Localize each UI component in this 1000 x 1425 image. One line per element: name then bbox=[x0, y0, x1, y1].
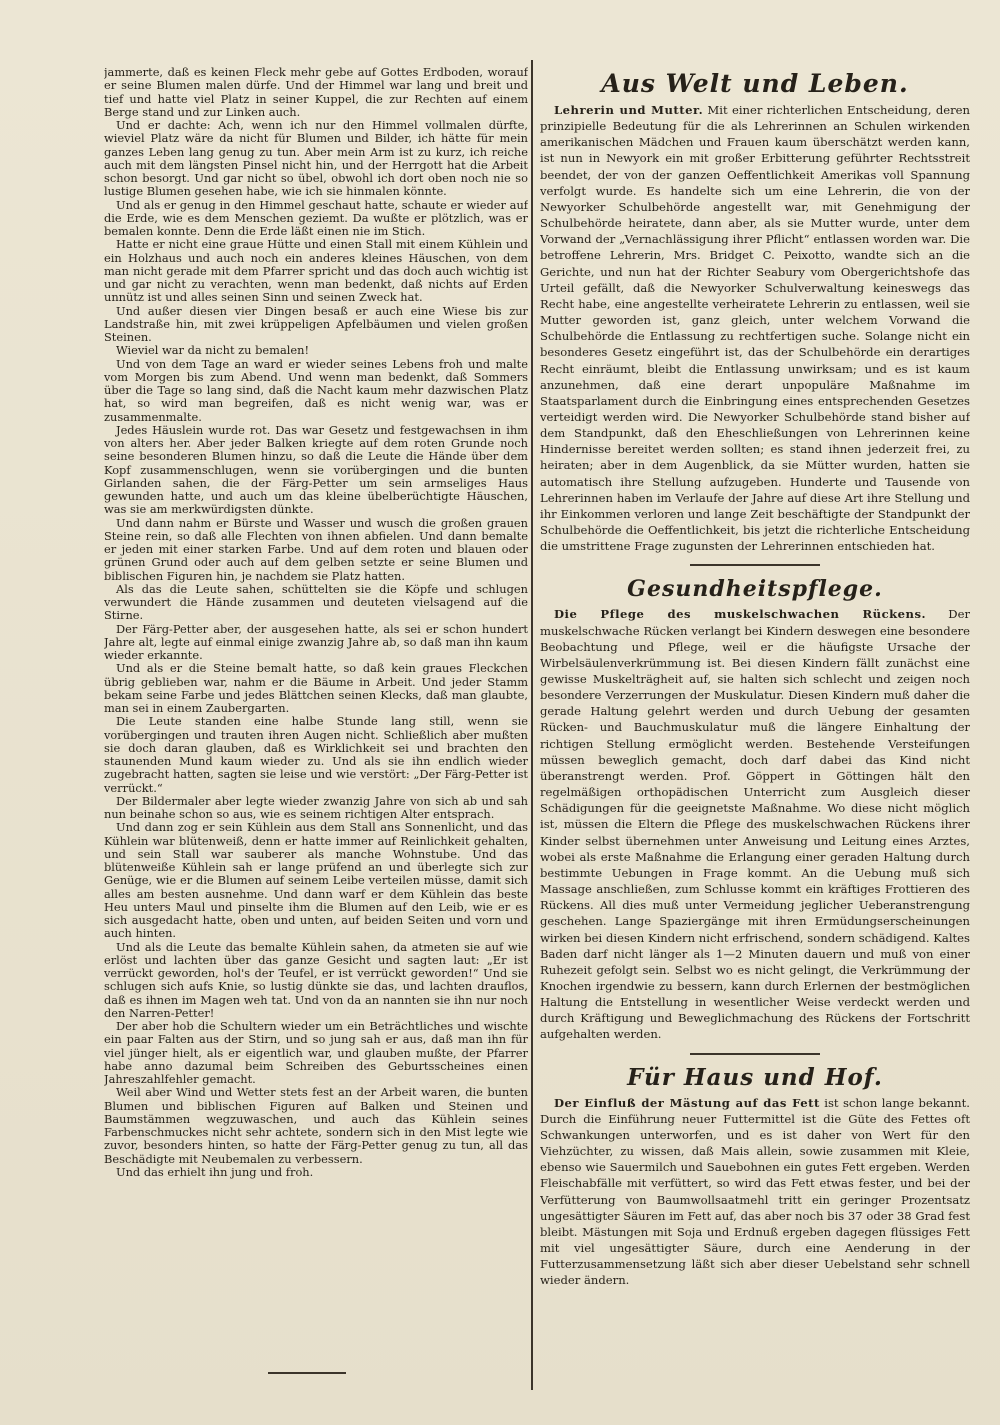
story-paragraph: Wieviel war da nicht zu bemalen! bbox=[116, 343, 310, 358]
story-column bbox=[104, 66, 528, 1386]
story-paragraph: Als das die Leute sahen, schüttelten sie die Köpfe und schlugen verwundert die Hände zusammen und deuteten vielsagend auf die Stirne. bbox=[104, 581, 528, 623]
story-paragraph: Und als er die Steine bemalt hatte, so daß kein graues Fleckchen übrig geblieben war, nahm er die Bäume in Arbeit. Und jeder Stamm bekam seine Farbe und jedes Blättchen seinen Klecks, daß man glaubte, man sei in einem Zaubergarten. bbox=[104, 661, 528, 715]
story-paragraph: Hatte er nicht eine graue Hütte und einen Stall mit einem Kühlein und ein Holzhaus und auch noch ein anderes kleines Häuschen, von dem man nicht gerade mit dem Pfarrer spricht und das doch auch wichtig ist und gar nicht zu verachten, wenn man bedenkt, daß nichts auf Erden unnütz ist und alles seinen Sinn und seinen Zweck hat. bbox=[104, 237, 528, 305]
story-paragraph: Und dann nahm er Bürste und Wasser und wusch die großen grauen Steine rein, so daß alle Flechten von ihnen abfielen. Und dann bemalte er jeden mit einer starken Farbe. Und auf dem roten und blauen oder grünen Grund oder auch auf dem gelben setzte er seine Blumen und biblischen Figuren hin, je nachdem sie Platz hatten. bbox=[104, 515, 528, 583]
section-divider bbox=[690, 564, 820, 566]
section-article bbox=[540, 102, 970, 554]
article-body: ist schon lange bekannt. Durch die Einführung neuer Futtermittel ist die Güte des Fettes oft Schwankungen unterworfen, und es ist daher von Wert für den Viehzüchter, zu wissen, daß Mais allein, sowie zusammen mit Kleie, ebenso wie Sauermilch und Sauebohnen ein gutes Fett ergeben. Werden Fleischabfälle mit verfüttert, so wird das Fett etwas fester, und bei der Verfütterung von Baumwollsaatmehl tritt ein geringer Prozentsatz ungesättigter Säuren im Fett auf, das aber noch bis 37 oder 38 Grad fest bleibt. Mästungen mit Soja und Erdnuß ergeben dagegen flüssiges Fett mit viel ungesättigter Säure, durch eine Aenderung in der Futterzusammensetzung läßt sich aber dieser Uebelstand sehr schnell wieder ändern. bbox=[540, 1095, 970, 1288]
section-divider bbox=[690, 1053, 820, 1055]
article-body: Der muskelschwache Rücken verlangt bei Kindern deswegen eine besondere Beobachtung und Pflege, weil er die häufigste Ursache der Wirbelsäulenverkrümmung ist. Bei diesen Kindern fällt zunächst eine gewisse Muskelträgheit auf, sie halten sich schlecht und zeigen noch besondere Verzerrungen der Muskulatur. Diesen Kindern muß daher die gerade Haltung gelehrt werden und durch Uebung der gesamten Rücken- und Bauchmuskulatur muß die längere Einhaltung der richtigen Stellung ermöglicht werden. Bestehende Versteifungen müssen beweglich gemacht, doch darf dabei das Kind nicht überanstrengt werden. Prof. Göppert in Göttingen hält den regelmäßigen orthopädischen Unterricht zum Ausgleich dieser Schädigungen für die geeignetste Maßnahme. Wo diese nicht möglich ist, müssen die Eltern die Pflege des muskelschwachen Rückens ihrer Kinder selbst übernehmen unter Anweisung und Leitung eines Arztes, wobei als erste Maßnahme die Erlangung einer geraden Haltung durch bestimmte Uebungen in Frage kommt. An die Uebung muß sich Massage anschließen, zum Schlusse kommt ein kräftiges Frottieren des Rückens. All dies muß unter Vermeidung jeglicher Ueberanstrengung geschehen. Lange Spaziergänge mit ihren Ermüdungserscheinungen wirken bei diesen Kindern nicht erfrischend, sondern schädigend. Kaltes Baden darf nicht länger als 1—2 Minuten dauern und muß von einer Ruhezeit gefolgt sein. Selbst wo es nicht gelingt, die Verkrümmung der Knochen irgendwie zu bessern, kann durch Erlernen der bestmöglichen Haltung die Entstellung in wesentlicher Weise verdeckt werden und durch Kräftigung und Beweglichmachung des Rückens der Fortschritt aufgehalten werden. bbox=[540, 607, 970, 1042]
story-paragraph: Die Leute standen eine halbe Stunde lang still, wenn sie vorübergingen und trauten ihren Augen nicht. Schließlich aber mußten sie doch daran glauben, daß es Wirklichkeit sei und brachten den staunenden Mund kaum wieder zu. Und als sie ihn endlich wieder zugebracht hatten, sagten sie leise und wie verstört: „Der Färg-Petter ist verrückt.“ bbox=[104, 714, 528, 795]
story-paragraph: Und von dem Tage an ward er wieder seines Lebens froh und malte vom Morgen bis zum Abend. Und wenn man bedenkt, daß Sommers über die Tage so lang sind, daß die Nacht kaum mehr dazwischen Platz hat, so wird man begreifen, daß es nicht wenig war, was er zusammenmalte. bbox=[104, 356, 528, 424]
story-paragraph: Und als er genug in den Himmel geschaut hatte, schaute er wieder auf die Erde, wie es dem Menschen geziemt. Da wußte er plötzlich, was er bemalen konnte. Denn die Erde läßt einen nie im Stich. bbox=[104, 197, 528, 238]
story-paragraph: Der Bildermaler aber legte wieder zwanzig Jahre von sich ab und sah nun beinahe schon so aus, wie es seinem richtigen Alter entsprach. bbox=[104, 793, 528, 821]
end-of-story-rule bbox=[268, 1372, 346, 1374]
section-article bbox=[540, 606, 970, 1042]
story-paragraph: Weil aber Wind und Wetter stets fest an der Arbeit waren, die bunten Blumen und biblischen Figuren auf Balken und Steinen und Baumstämmen wegzuwaschen, und auch das Kühlein seines Farbenschmuckes nicht sehr achtete, sondern sich in den Mist legte wie zuvor, besonders hinten, so hatte der Färg-Petter genug zu tun, all das Beschädigte mit Neubemalen zu verbessern. bbox=[104, 1085, 528, 1166]
story-paragraph: Und er dachte: Ach, wenn ich nur den Himmel vollmalen dürfte, wieviel Platz wäre da nicht für Blumen und Bilder, ich hätte für mein ganzes Leben lang genug zu tun. Aber mein Arm ist zu kurz, ich reiche auch mit dem längsten Pinsel nicht hin, und der Herrgott hat die Arbeit schon besorgt. Und gar nicht so übel, obwohl ich dort oben noch nie so lustige Blumen gesehen habe, wie ich sie hinmalen könnte. bbox=[104, 118, 528, 199]
story-paragraph: jammerte, daß es keinen Fleck mehr gebe auf Gottes Erdboden, worauf er seine Blumen malen dürfe. Und der Himmel war lang und breit und tief und hatte viel Platz in seiner Kuppel, die zur Rechten auf einem Berge stand und zur Linken auch. bbox=[104, 66, 528, 119]
story-paragraph: Und das erhielt ihn jung und froh. bbox=[116, 1164, 314, 1179]
story-paragraph: Und dann zog er sein Kühlein aus dem Stall ans Sonnenlicht, und das Kühlein war blütenweiß, denn er hatte immer auf Reinlichkeit gehalten, und sein Stall war sauberer als manche Wohnstube. Und das blütenweiße Kühlein sah er lange prüfend an und überlegte sich zur Genüge, wie er die Blumen auf seinem Leibe verteilen müsse, damit sich alles am besten ausnehme. Und dann warf er dem Kühlein das beste Heu unters Maul und pinselte ihm die Blumen auf den Leib, wie er es sich ausgedacht hatte, oben und unten, auf beiden Seiten und vorn und auch hinten. bbox=[104, 820, 528, 941]
sections-column bbox=[540, 66, 970, 1396]
story-paragraph: Jedes Häuslein wurde rot. Das war Gesetz und festgewachsen in ihm von alters her. Aber jeder Balken kriegte auf dem roten Grunde noch seine besonderen Blumen hinzu, so daß die Leute die Hände über dem Kopf zusammenschlugen, wenn sie vorübergingen und die bunten Girlanden sahen, die der Färg-Petter um sein armseliges Haus gewunden hatte, und auch um das kleine übelberüchtigte Häuschen, was sie am merkwürdigsten dünkte. bbox=[104, 422, 528, 517]
story-paragraph: Der Färg-Petter aber, der ausgesehen hatte, als sei er schon hundert Jahre alt, legte auf einmal einige zwanzig Jahre ab, so daß man ihn kaum wieder erkannte. bbox=[104, 621, 528, 662]
section-heading-aus-welt-und-leben: Aus Welt und Leben. bbox=[601, 69, 909, 98]
article-lead: Der Einfluß der Mästung auf das Fett bbox=[554, 1095, 820, 1110]
article-body: Mit einer richterlichen Entscheidung, deren prinzipielle Bedeutung für die als Lehrerinnen an Schulen wirkenden amerikanischen Mädchen und Frauen kaum überschätzt werden kann, ist nun in Newyork ein mit großer Erbitterung geführter Rechtsstreit beendet, der von der ganzen Oeffentlichkeit Amerikas voll Spannung verfolgt wurde. Es handelte sich um eine Lehrerin, die von der Newyorker Schulbehörde angestellt war, mit Genehmigung der Schulbehörde heiratete, dann aber, als sie Mutter wurde, unter dem Vorwand der „Vernachlässigung ihrer Pflicht“ entlassen worden war. Die betroffene Lehrerin, Mrs. Bridget C. Peixotto, wandte sich an die Gerichte, und nun hat der Richter Seabury vom Obergerichtshofe das Urteil gefällt, daß die Newyorker Schulverwaltung keineswegs das Recht habe, eine angestellte verheiratete Lehrerin zu entlassen, weil sie Mutter geworden ist, ganz gleich, unter welchem Vorwand die Schulbehörde die Entlassung zu rechtfertigen suche. Solange nicht ein besonderes Gesetz eingeführt ist, das der Schulbehörde ein derartiges Recht einräumt, bleibt die Entlassung unwirksam; und es ist kaum anzunehmen, daß eine derart unpopuläre Maßnahme im Staatsparlament durch die Einbringung eines entsprechenden Gesetzes verteidigt werden wird. Die Newyorker Schulbehörde stand bisher auf dem Standpunkt, daß den Eheschließungen von Lehrerinnen keine Hindernisse bereitet werden sollten; es stand ihnen jederzeit frei, zu heiraten; aber in dem Augenblick, da sie Mütter wurden, hatten sie automatisch ihre Stellung aufzugeben. Hunderte und Tausende von Lehrerinnen haben im Verlaufe der Jahre auf diese Art ihre Stellung und ihr Einkommen verloren und lange Zeit beschäftigte der Standpunkt der Schulbehörde die Oeffentlichkeit, bis jetzt die richterliche Entscheidung die umstrittene Frage zugunsten der Lehrerinnen entschieden hat. bbox=[540, 103, 970, 554]
column-divider bbox=[531, 60, 533, 1390]
story-paragraph: Der aber hob die Schultern wieder um ein Beträchtliches und wischte ein paar Falten aus der Stirn, und so jung sah er aus, daß man ihn für viel jünger hielt, als er eigentlich war, und glauben mußte, der Pfarrer habe anno dazumal beim Schreiben des Geburtsscheines einen Jahreszahlfehler gemacht. bbox=[104, 1019, 528, 1086]
section-heading-gesundheitspflege: Gesundheitspflege. bbox=[627, 576, 883, 603]
article-lead: Die Pflege des muskelschwachen Rückens. bbox=[554, 607, 927, 622]
story-paragraph: Und außer diesen vier Dingen besaß er auch eine Wiese bis zur Landstraße hin, mit zwei krüppeligen Apfelbäumen und vielen großen Steinen. bbox=[104, 303, 528, 344]
section-heading-fuer-haus-und-hof: Für Haus und Hof. bbox=[627, 1063, 883, 1091]
section-article bbox=[540, 1095, 970, 1289]
story-paragraph: Und als die Leute das bemalte Kühlein sahen, da atmeten sie auf wie erlöst und lachten über das ganze Gesicht und sagten laut: „Er ist verrückt geworden, hol's der Teufel, er ist verrückt geworden!“ Und sie schlugen sich aufs Knie, so lustig dünkte sie das, und lachten drauflos, daß es ihnen im Magen weh tat. Und von da an nannten sie ihn nur noch den Narren-Petter! bbox=[104, 939, 528, 1020]
article-lead: Lehrerin und Mutter. bbox=[554, 103, 704, 117]
